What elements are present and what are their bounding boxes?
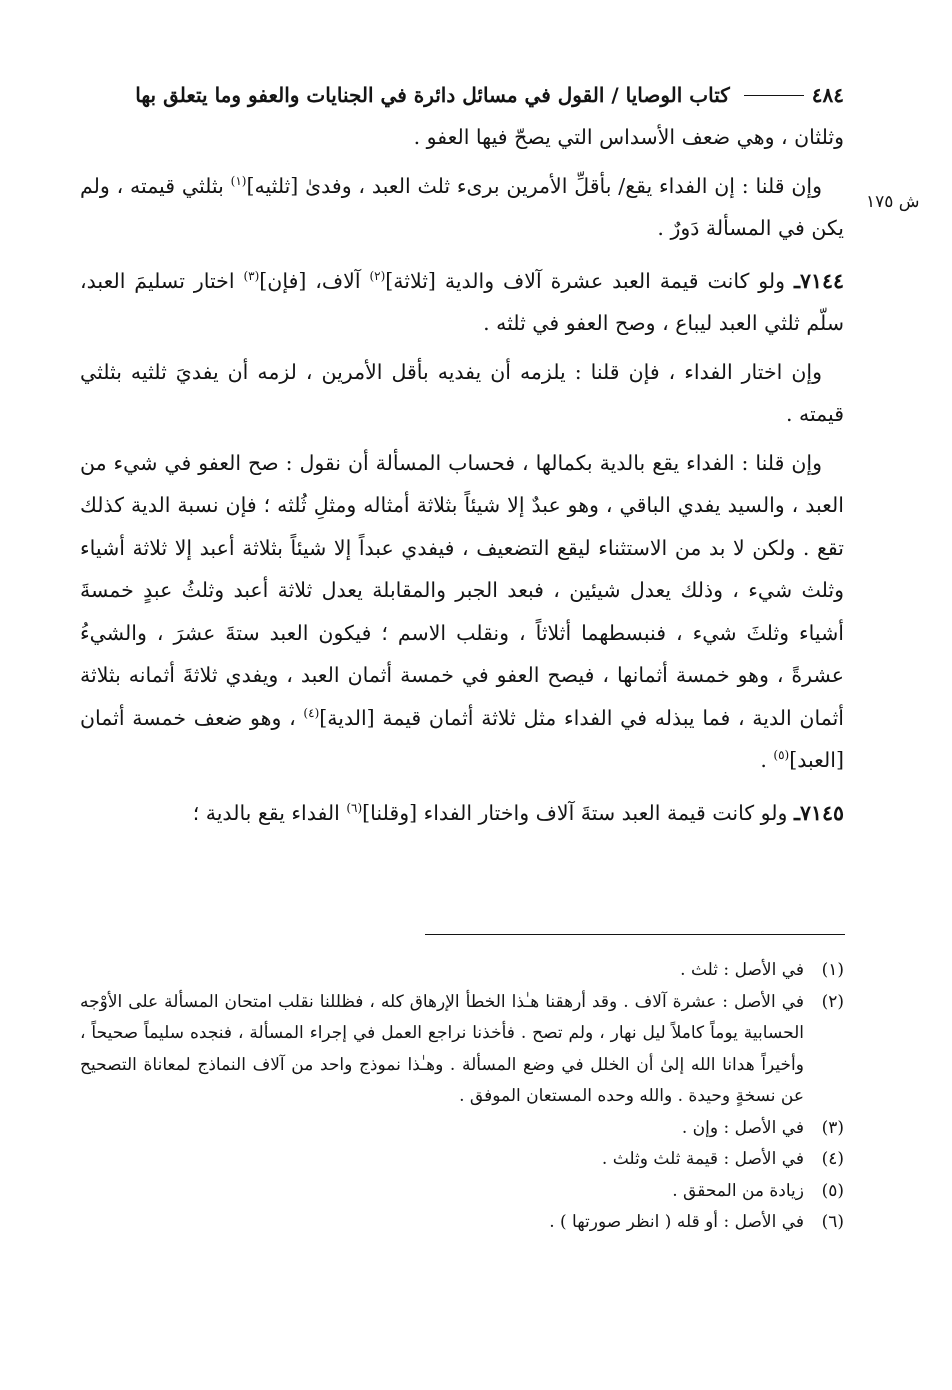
paragraph-numbered: ٧١٤٥ـ ولو كانت قيمة العبد ستةَ آلاف واختار الفداء [وقلنا]$^{(٦)}$ الفداء يقع بالدية ؛ <box>192 800 844 825</box>
footnote-text: في الأصل : قيمة ثلث وثلث . <box>601 1149 804 1169</box>
main-text <box>80 116 844 834</box>
footnote-ref: (٥) <box>773 748 790 763</box>
footnote-label: (٥) <box>821 1180 844 1201</box>
footnote-text: في الأصل : وإن . <box>681 1117 804 1138</box>
footnote <box>80 1176 844 1208</box>
footnote-ref: (١) <box>230 173 247 188</box>
margin-note: ش ١٧٥ <box>866 192 920 212</box>
footnote-ref: (٤) <box>303 705 320 720</box>
header-title: كتاب الوصايا / القول في مسائل دائرة في الجنايات والعفو وما يتعلق بها <box>135 83 730 107</box>
issue-number: ٧١٤٤ـ <box>793 268 844 293</box>
footnote-text: زيادة من المحقق . <box>672 1180 804 1201</box>
paragraph-numbered: ٧١٤٤ـ ولو كانت قيمة العبد عشرة آلاف والدية [ثلاثة]$^{(٢)}$ آلاف، [فإن]$^{(٣)}$ اختار تسليمَ العبد، سلّم ثلثي العبد ليباع ، وصح العفو في ثلثه . <box>80 268 844 335</box>
paragraph: وإن قلنا : الفداء يقع بالدية بكمالها ، فحساب المسألة أن نقول : صح العفو في شيء من العبد ، والسيد يفدي الباقي ، وهو عبدٌ إلا شيئاً بثلاثة أمثاله ومثلِ ثُلثه ؛ فإن نسبة الدية كذلك تقع . ولكن لا بد من الاستثناء ليقع التضعيف ، فيفدي عبداً إلا شيئاً بثلاثة أعبد إلا ثلاثة أشياء وثلث شيء ، وذلك يعدل شيئين ، فبعد الجبر والمقابلة يعدل ثلاثة أعبد وثلثُ عبدٍ خمسةَ أشياء وثلثَ شيء ، فنبسطهما أثلاثاً ، ونقلب الاسم ؛ فيكون العبد ستةَ عشرَ ، والشيءُ عشرةً ، وهو خمسة أثمانها ، فيصح العفو في خمسة أثمان العبد ، ويفدي ثلاثةَ أثمانه بثلاثة أثمان الدية ، فما يبذله في الفداء مثل ثلاثة أثمان قيمة [الدية]$^{(٤)}$ ، وهو ضعف خمسة أثمان [العبد]$^{(٥)}$ . <box>80 450 844 772</box>
issue-number: ٧١٤٥ـ <box>793 800 844 825</box>
page-body <box>80 78 844 834</box>
running-header <box>80 78 844 112</box>
footnote <box>80 1207 844 1239</box>
footnote-text: في الأصل : ثلث . <box>680 960 804 980</box>
paragraph: وإن اختار الفداء ، فإن قلنا : يلزمه أن يفديه بأقل الأمرين ، لزمه أن يفديَ ثلثيه بثلثي قيمته . <box>80 359 844 426</box>
footnote-text: في الأصل : عشرة آلاف . وقد أرهقنا هـٰذا الخطأ الإرهاق كله ، فظللنا نقلب امتحان المسألة على الأوْجه الحسابية يوماً كاملاً ليل نهار ، ولم تصح . فأخذنا نراجع العمل في إجراء المسألة ، فنجده سليماً صحيحاً ، وأخيراً هدانا الله إلىٰ أن الخلل في وضع المسألة . وهـٰذا نموذج واحد من آلاف النماذج لمعاناة التصحيح عن نسخةٍ وحيدة . والله وحده المستعان الموفق . <box>80 991 804 1106</box>
footnote-label: (١) <box>821 960 844 980</box>
footnote-separator <box>425 934 845 935</box>
footnote-ref: (٦) <box>346 800 363 815</box>
footnote-label: (٦) <box>821 1212 844 1232</box>
footnote-ref: (٢) <box>369 268 386 283</box>
footnote <box>80 1144 844 1176</box>
footnote <box>80 955 844 987</box>
footnote-ref: (٣) <box>243 268 260 283</box>
footnote <box>80 1113 844 1145</box>
paragraph: وثلثان ، وهي ضعف الأسداس التي يصحّ فيها العفو . <box>413 125 844 149</box>
paragraph: وإن قلنا : إن الفداء يقع/ بأقلِّ الأمرين برىء ثلث العبد ، وفدىٰ [ثلثيه]$^{(١)}$ بثلثي قيمته ، ولم يكن في المسألة دَورٌ . <box>80 173 844 240</box>
footnote-label: (٢) <box>821 991 844 1012</box>
footnote-label: (٣) <box>821 1117 844 1138</box>
footnotes <box>80 955 844 1239</box>
footnote-label: (٤) <box>821 1149 844 1169</box>
header-rule <box>744 95 804 96</box>
page-number: ٤٨٤ <box>811 83 844 107</box>
footnote <box>80 987 844 1113</box>
footnote-text: في الأصل : أو قله ( انظر صورتها ) . <box>549 1212 804 1232</box>
